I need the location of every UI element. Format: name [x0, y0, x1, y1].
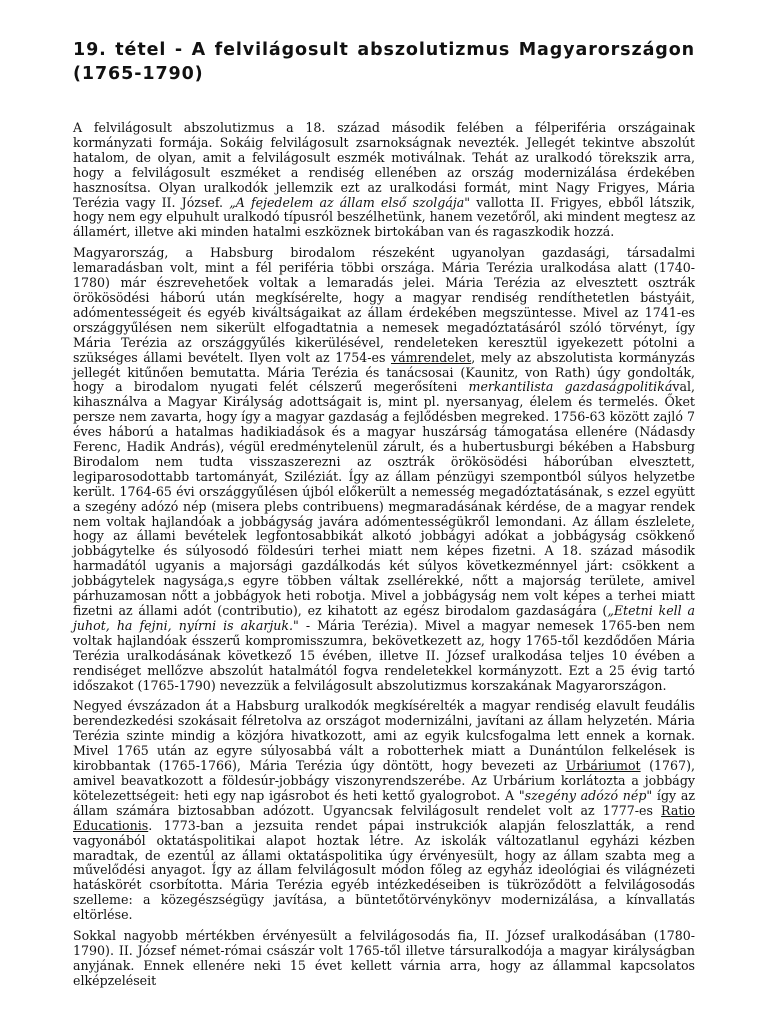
paragraph-text: val, kihasználva a Magyar Királyság adottságait is, mint pl. nyersanyag, élelem és termelés. Őket persze nem zavarta, hogy így a magyar gazdaság a fejlődésben megreked. 1756-63 között zajló 7 éves háború a hatalmas hadikiadások és a magyar huszárság támogatása ellenére (Nádasdy Ferenc, Hadik András), végül eredménytelenül zárult, és a hubertusburgi békében a Habsburg Birodalom nem tudta visszaszerezni az osztrák örökösödési háborúban elvesztett, legiparosodottabb tartományát, Sziléziát. Így az állam pénzügyi szempontból súlyos helyzetbe került. 1764-65 évi országgyűlésen újból előkerült a nemesség megadóztatásának, s ezzel együtt a szegény adózó nép (misera plebs contribuens) megmaradásának kérdése, de a magyar rendek nem voltak hajlandóak a jobbágyság javára adómentességükről lemondani. Az állam észlelete, hogy az állami bevételek legfontosabbikát alkotó jobbágyi adókat a jobbágyság csökkenő jobbágytelke és súlyosodó földesúri terhei miatt nem képes fizetni. A 18. század második harmadától ugyanis a majorsági gazdálkodás két súlyos következménnyel járt: csökkent a jobbágytelek nagysága,s egyre többen váltak zsellérekké, nőtt a majorság területe, amivel párhuzamosan nőtt a jobbágyok heti robotja. Mivel a jobbágyság nem volt képes a terhei miatt fizetni az állami adót (contributio), ez kihatott az egész birodalom gazdaságára ( — [73, 379, 695, 618]
paragraph-text: A felvilágosult abszolutizmus a 18. század második felében a félperiféria országainak kormányzati formája. Sokáig felvilágosult zsarnokságnak nevezték. Jellegét tekintve abszolút hatalom, de olyan, amit a felvilágosult eszmék motiválnak. Tehát az uralkodó törekszik arra, hogy a felvilágosult eszméket a rendiség ellenében az ország modernizálása érdekében hasznosítsa. Olyan uralkodók jellemzik ezt az uralkodási formát, mint Nagy Frigyes, Mária Terézia vagy II. József. — [73, 120, 695, 210]
italic-quote: "szegény adózó nép" — [518, 787, 653, 803]
italic-quote: merkantilista gazdaságpolitiká — [468, 379, 673, 395]
body-paragraph — [73, 246, 695, 693]
underlined-term: Ratio Educationis — [73, 802, 695, 833]
paragraph-text: vallotta II. Frigyes, ebből látszik, hogy nem egy elpuhult uralkodó típusról beszélhetünk, hanem vezetőről, aki mindent megtesz az államért, illetve aki minden hatalmi eszköznek birtokában van és ragaszkodik hozzá. — [73, 194, 695, 240]
page-title: 19. tétel - A felvilágosult abszolutizmus Magyarországon (1765-1790) — [73, 40, 695, 84]
body-paragraph — [73, 929, 695, 989]
paragraph-text: Magyarország, a Habsburg birodalom részeként ugyanolyan gazdasági, társadalmi lemaradásban volt, mint a fél periféria többi országa. Mária Terézia uralkodása alatt (1740-1780) már észrevehetőek voltak a lemaradás jelei. Mária Terézia az elvesztett osztrák örökösödési háború után megkísérelte, hogy a magyar rendiség rendíthetetlen bástyáit, adómentességeit és egyéb kiváltságaikat az állam érdekében megszüntesse. Mivel az 1741-es országgyűlésen nem sikerült elfogadtatnia a nemesek megadóztatásáról szóló törvényt, így Mária Terézia az országgyűlés kikerülésével, rendeleteken keresztül igyekezett pótolni a szükséges állami bevételt. Ilyen volt az 1754-es — [73, 245, 695, 365]
underlined-term: Urbáriumot — [565, 758, 641, 774]
paragraph-text: így az állam számára biztosabban adózott. Ugyancsak felvilágosult rendelet volt az 1777-es — [73, 787, 695, 818]
paragraph-text: (1767), amivel beavatkozott a földesúr-jobbágy viszonyrendszerébe. Az Urbárium korlátozta a jobbágy kötelezettségeit: heti egy nap igásrobot és heti kettő gyalogrobot. A — [73, 758, 695, 803]
paragraph-text: Negyed évszázadon át a Habsburg uralkodók megkísérelték a magyar rendiség elavult feudális berendezkedési szokásait félretolva az országot modernizálni, javítani az állam helyzetén. Mária Terézia szinte mindig a közjóra hivatkozott, ami az egyik kulcsfogalma lett ennek a kornak. Mivel 1765 után az egyre súlyosabbá vált a robotterhek miatt a Dunántúlon felkelések is kirobbantak (1765-1766), Mária Terézia úgy döntött, hogy bevezeti az — [73, 698, 695, 774]
body-paragraph — [73, 121, 695, 240]
paragraph-text: - Mária Terézia). Mivel a magyar nemesek 1765-ben nem voltak hajlandóak ésszerű kompromisszumra, bekövetkezett az, hogy 1765-től kezdődően Mária Terézia uralkodásának következő 15 évében, illetve II. József uralkodása teljes 10 évében a rendiséget mellőzve abszolút hatalmától fogva rendeletekkel kormányzott. Ezt a 25 évig tartó időszakot (1765-1790) nevezzük a felvilágosult abszolutizmus korszakának Magyarországon. — [73, 617, 695, 693]
italic-quote: „A fejedelem az állam első szolgája" — [229, 194, 471, 210]
paragraph-text: , mely az abszolutista kormányzás jellegét kitűnően bemutatta. Mária Terézia és tanácsosai (Kaunitz, von Rath) úgy gondolták, hogy a birodalom nyugati felét célszerű megerősíteni — [73, 349, 695, 395]
paragraph-text: . 1773-ban a jezsuita rendet pápai instrukciók alapján feloszlatták, a rend vagyonából oktatáspolitikai alapot hoztak létre. Az iskolák változatlanul egyházi kézben maradtak, de ezentúl az állami oktatáspolitika úgy érvényesült, hogy az állam szabta meg a művelődési anyagot. Így az állam felvilágosult módon főleg az egyház ideológiai és világnézeti hatáskörét csorbította. Mária Terézia egyéb intézkedéseiben is tükröződött a felvilágosodás szelleme: a közegészségügy javítása, a büntetőtörvénykönyv modernizálása, a kínvallatás eltörlése. — [73, 817, 695, 923]
paragraph-text: Sokkal nagyobb mértékben érvényesült a felvilágosodás fia, II. József uralkodásában (1780-1790). II. József német-római császár volt 1765-től illetve társuralkodója a magyar királyságban anyjának. Ennek ellenére neki 15 évet kellett várnia arra, hogy az állammal kapcsolatos elképzeléseit — [73, 928, 695, 988]
body-paragraph — [73, 699, 695, 923]
underlined-term: vámrendelet — [390, 349, 472, 365]
document-body — [73, 121, 695, 989]
italic-quote: „Etetni kell a juhot, ha fejni, nyírni is akarjuk." — [73, 603, 696, 633]
